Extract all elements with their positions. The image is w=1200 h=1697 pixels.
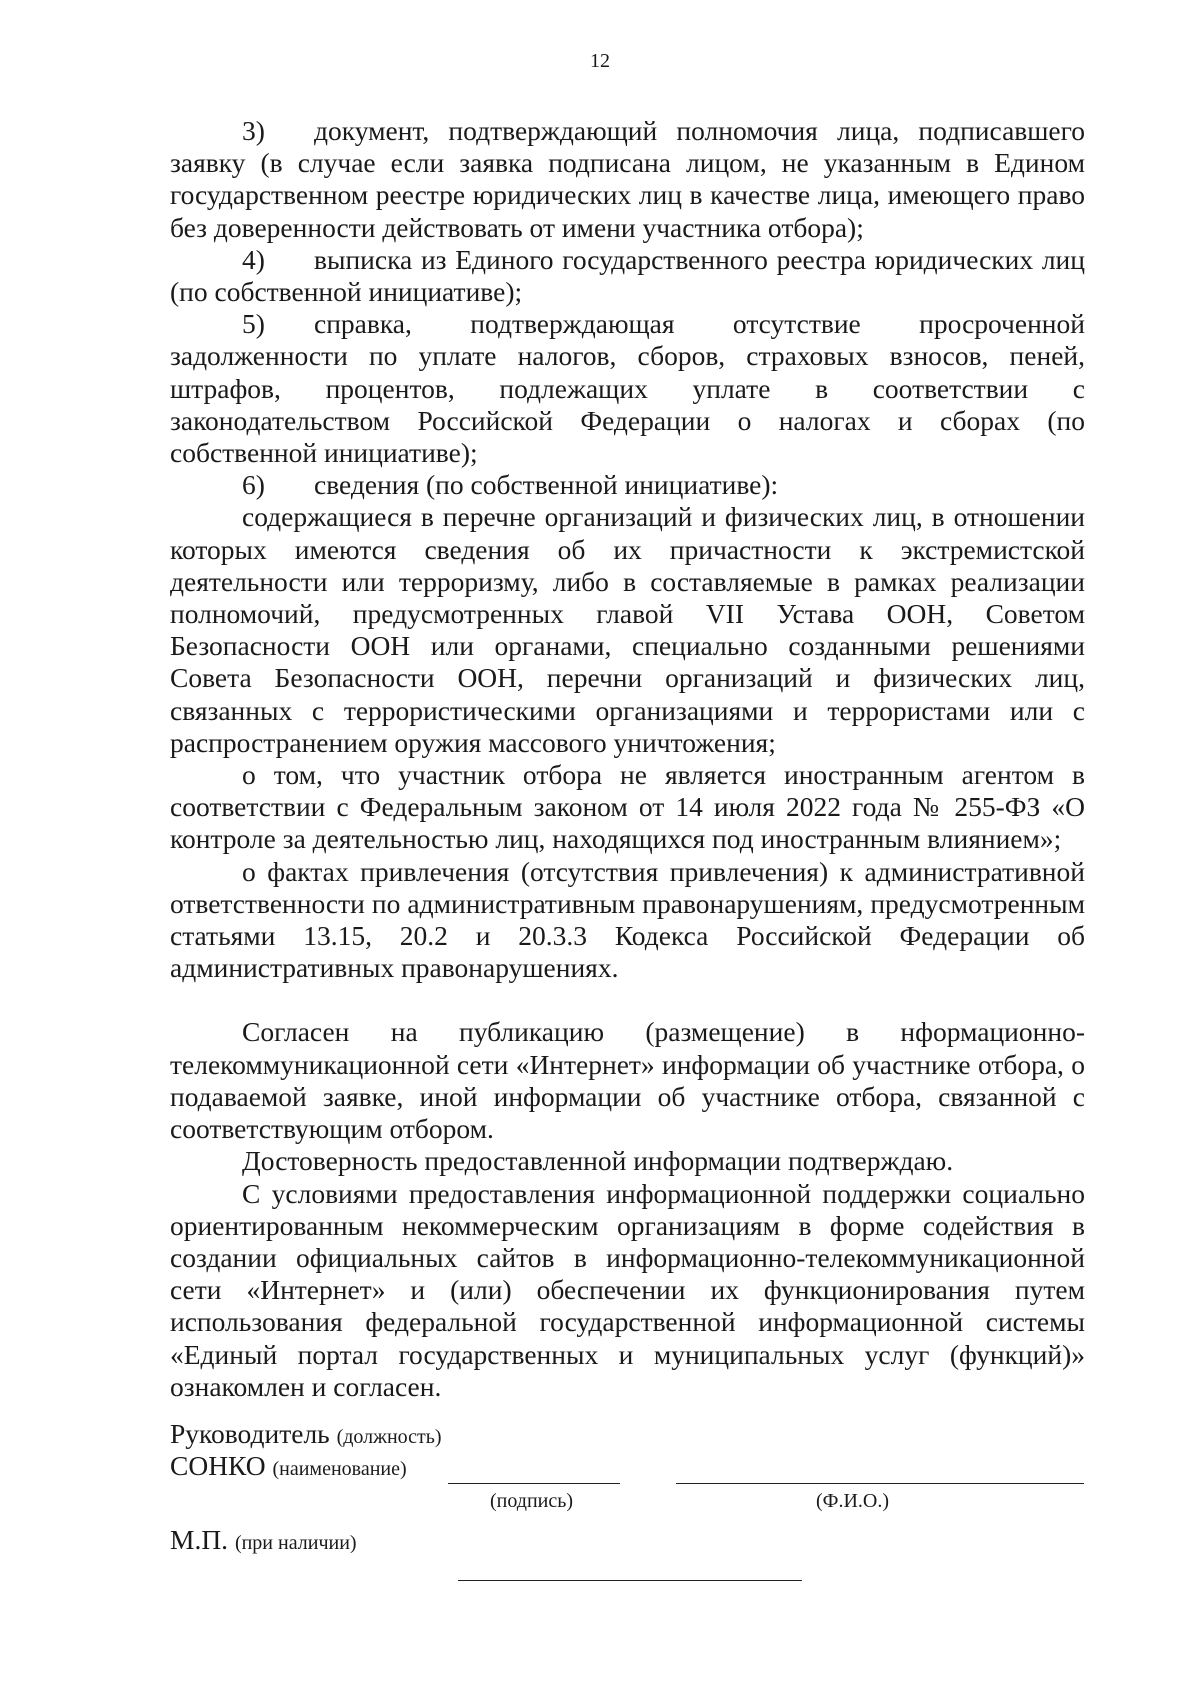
list-item-5 <box>170 308 1085 469</box>
consent-reliability: Достоверность предоставленной информации подтверждаю. <box>242 1145 954 1177</box>
page-number: 12 <box>590 50 610 72</box>
list-number: 4) <box>242 243 265 275</box>
sub-item-administrative: о фактах привлечения (отсутствия привлечения) к административной ответственности по административным правонарушениям, предусмотренным статьями 13.15, 20.2 и 20.3.3 Кодекса Российской Федерации об административных правонарушениях. <box>170 855 1085 984</box>
list-item-text: сведения (по собственной инициативе): <box>314 469 779 501</box>
list-item-3 <box>170 115 1085 244</box>
extra-signature-line <box>458 1580 802 1581</box>
list-item-6 <box>170 469 1085 501</box>
sub-item-foreign-agent: о том, что участник отбора не является иностранным агентом в соответствии с Федеральным законом от 14 июля 2022 года № 255-ФЗ «О контроле за деятельностью лиц, находящихся под иностранным влиянием»; <box>170 759 1085 855</box>
org-note: (наименование) <box>272 1458 407 1480</box>
list-number: 6) <box>242 469 265 501</box>
list-number: 3) <box>242 115 265 146</box>
list-number: 5) <box>242 308 265 340</box>
signature-caption: (подпись) <box>490 1490 574 1512</box>
fio-caption: (Ф.И.О.) <box>816 1490 890 1512</box>
consent-conditions: С условиями предоставления информационной поддержки социально ориентированным некоммерческим организациям в форме содействия в создании официальных сайтов в информационно-телекоммуникационной сети «Интернет» и (или) обеспечении их функционирования путем использования федеральной государственной информационной системы «Единый портал государственных и муниципальных услуг (функций)» ознакомлен и согласен. <box>170 1177 1085 1402</box>
stamp-label: М.П. (при наличии) <box>170 1524 357 1555</box>
document-body <box>170 115 1085 1403</box>
head-note: (должность) <box>336 1426 442 1448</box>
sub-item-extremism: содержащиеся в перечне организаций и физических лиц, в отношении которых имеются сведения об их причастности к экстремистской деятельности или терроризму, либо в составляемые в рамках реализации полномочий, предусмотренных главой VII Устава ООН, Советом Безопасности ООН или органами, специально созданными решениями Совета Безопасности ООН, перечни организаций и физических лиц, связанных с террористическими организациями и террористами или с распространением оружия массового уничтожения; <box>170 501 1085 758</box>
org-label: СОНКО (наименование) <box>170 1450 407 1481</box>
list-item-text: выписка из Единого государственного реестра юридических лиц (по собственной инициативе); <box>170 243 1085 308</box>
list-item-4 <box>170 244 1085 308</box>
stamp-note: (при наличии) <box>234 1532 357 1554</box>
signature-line <box>448 1483 620 1484</box>
head-label: Руководитель (должность) <box>170 1418 442 1449</box>
list-item-text: справка, подтверждающая отсутствие просроченной задолженности по уплате налогов, сборов, страховых взносов, пеней, штрафов, процентов, подлежащих уплате в соответствии с законодательством Российской Федерации о налогах и сборах (по собственной инициативе); <box>170 308 1085 469</box>
list-item-text: документ, подтверждающий полномочия лица, подписавшего заявку (в случае если заявка подписана лицом, не указанным в Едином государственном реестре юридических лиц в качестве лица, имеющего право без доверенности действовать от имени участника отбора); <box>170 115 1085 243</box>
consent-publication: Согласен на публикацию (размещение) в нформационно-телекоммуникационной сети «Интернет» информации об участнике отбора, о подаваемой заявке, иной информации об участнике отбора, связанной с соответствующим отбором. <box>170 1016 1085 1145</box>
fio-line <box>676 1483 1084 1484</box>
